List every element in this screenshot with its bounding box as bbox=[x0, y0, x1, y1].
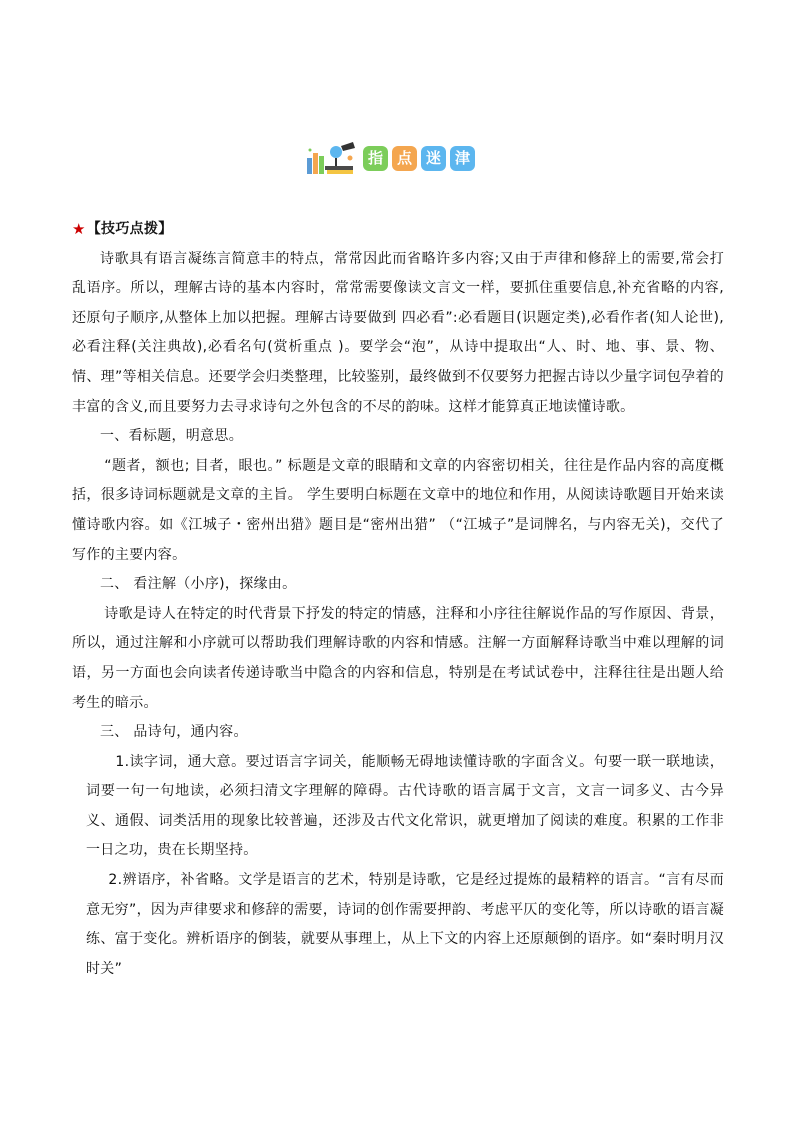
banner-char: 点 bbox=[392, 146, 417, 171]
document-body bbox=[72, 215, 724, 984]
books-and-globe-icon bbox=[305, 140, 359, 176]
banner-char: 迷 bbox=[421, 146, 446, 171]
banner-title bbox=[363, 146, 479, 171]
banner bbox=[305, 140, 479, 176]
banner-char: 津 bbox=[450, 146, 475, 171]
heading-2: 二、 看注解（小序)，探缘由。 bbox=[100, 576, 297, 593]
paragraph-2: 诗歌是诗人在特定的时代背景下抒发的特定的情感，注释和小序往往解说作品的写作原因、背景，所以，通过注解和小序就可以帮助我们理解诗歌的内容和情感。注解一方面解释诗歌当中难以理解的词语，另一方面也会向读者传递诗歌当中隐含的内容和信息，特别是在考试试卷中，注释往往是出题人给考生的暗示。 bbox=[72, 605, 724, 711]
section-title: 【技巧点拨】 bbox=[86, 221, 173, 237]
heading-1: 一、看标题，明意思。 bbox=[100, 428, 243, 445]
paragraph-3a: 1.读字词，通大意。要过语言字词关，能顺畅无碍地读懂诗歌的字面含义。句要一联一联地读，词要一句一句地读，必须扫清文字理解的障碍。古代诗歌的语言属于文言，文言一词多义、古今异义、通假、词类活用的现象比较普遍，还涉及古代文化常识，就更增加了阅读的难度。积累的工作非一日之功，贵在长期坚持。 bbox=[86, 753, 724, 859]
intro-paragraph: 诗歌具有语言凝练言简意丰的特点，常常因此而省略许多内容;又由于声律和修辞上的需要,常会打乱语序。所以，理解古诗的基本内容时，常常需要像读文言文一样，要抓住重要信息,补充省略的内容,还原句子顺序,从整体上加以把握。理解古诗要做到 四必看”:必看题目(识题定类),必看作者(知人论世),必看注释(关注典故),必看名句(赏析重点 )。要学会“泡”，从诗中提取出“人、时、地、事、景、物、情、理”等相关信息。还要学会归类整理，比较鉴别，最终做到不仅要努力把握古诗以少量字词包孕着的丰富的含义,而且要努力去寻求诗句之外包含的不尽的韵味。这样才能算真正地读懂诗歌。 bbox=[72, 250, 724, 415]
heading-3: 三、 品诗句，通内容。 bbox=[100, 724, 248, 741]
paragraph-3b: 2.辨语序，补省略。文学是语言的艺术，特别是诗歌，它是经过提炼的最精粹的语言。“言有尽而意无穷”，因为声律要求和修辞的需要，诗词的创作需要押韵、考虑平仄的变化等，所以诗歌的语言凝练、富于变化。辨析语序的倒装，就要从事理上，从上下文的内容上还原颠倒的语序。如“秦时明月汉时关” bbox=[86, 872, 724, 977]
paragraph-1: “题者，额也; 目者，眼也。” 标题是文章的眼睛和文章的内容密切相关，往往是作品内容的高度概括，很多诗词标题就是文章的主旨。 学生要明白标题在文章中的地位和作用，从阅读诗歌题目开始来读懂诗歌内容。如《江城子・密州出猎》题目是“密州出猎” （“江城子”是词牌名，与内容无关)，交代了写作的主要内容。 bbox=[72, 457, 724, 563]
section-heading bbox=[72, 215, 724, 245]
star-icon: ★ bbox=[72, 220, 86, 238]
banner-char: 指 bbox=[363, 146, 388, 171]
